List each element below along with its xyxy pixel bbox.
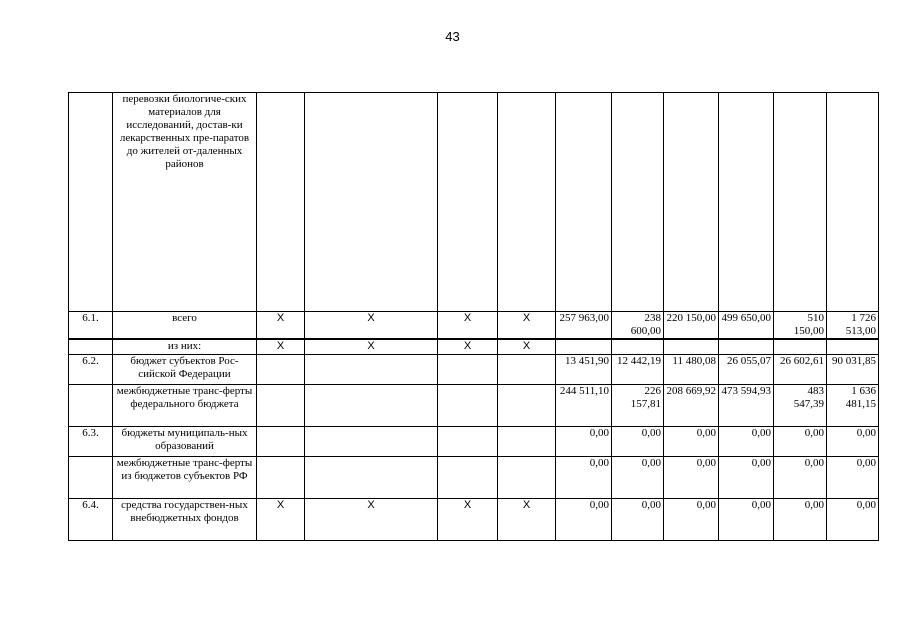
marker-cell xyxy=(257,385,305,427)
value-cell: 11 480,08 xyxy=(664,355,719,385)
value-cell: 0,00 xyxy=(827,427,879,457)
row-number: 6.1. xyxy=(69,312,113,340)
row-name: перевозки биологиче-ских материалов для исследований, достав-ки лекарственных пре-паратов до жителей от-даленных районов xyxy=(113,93,257,312)
value-cell xyxy=(612,339,664,355)
value-cell: 1 636 481,15 xyxy=(827,385,879,427)
value-cell: 244 511,10 xyxy=(556,385,612,427)
value-cell: 510 150,00 xyxy=(774,312,827,340)
value-cell: 499 650,00 xyxy=(719,312,774,340)
row-number xyxy=(69,93,113,312)
value-cell: 0,00 xyxy=(827,457,879,499)
marker-cell: X xyxy=(305,499,438,541)
marker-cell xyxy=(257,93,305,312)
value-cell: 0,00 xyxy=(556,427,612,457)
row-number: 6.3. xyxy=(69,427,113,457)
row-name: из них: xyxy=(113,339,257,355)
marker-cell: X xyxy=(498,499,556,541)
value-cell: 12 442,19 xyxy=(612,355,664,385)
row-name: межбюджетные транс-ферты федерального бюджета xyxy=(113,385,257,427)
marker-cell: X xyxy=(438,499,498,541)
marker-cell xyxy=(305,427,438,457)
row-name: всего xyxy=(113,312,257,340)
table-row xyxy=(69,339,879,355)
marker-cell xyxy=(305,457,438,499)
marker-cell: X xyxy=(257,339,305,355)
marker-cell xyxy=(257,355,305,385)
row-name: межбюджетные транс-ферты из бюджетов субъектов РФ xyxy=(113,457,257,499)
value-cell: 0,00 xyxy=(719,499,774,541)
row-number xyxy=(69,385,113,427)
marker-cell xyxy=(498,93,556,312)
value-cell: 26 602,61 xyxy=(774,355,827,385)
marker-cell xyxy=(498,427,556,457)
value-cell xyxy=(612,93,664,312)
table-row xyxy=(69,355,879,385)
row-number: 6.2. xyxy=(69,355,113,385)
value-cell: 26 055,07 xyxy=(719,355,774,385)
marker-cell: X xyxy=(438,312,498,340)
marker-cell xyxy=(498,355,556,385)
table-row xyxy=(69,427,879,457)
value-cell: 0,00 xyxy=(774,427,827,457)
value-cell xyxy=(556,93,612,312)
table-row xyxy=(69,457,879,499)
value-cell: 0,00 xyxy=(612,427,664,457)
value-cell: 0,00 xyxy=(664,457,719,499)
value-cell xyxy=(719,93,774,312)
value-cell xyxy=(719,339,774,355)
value-cell: 1 726 513,00 xyxy=(827,312,879,340)
marker-cell xyxy=(498,457,556,499)
marker-cell xyxy=(438,93,498,312)
marker-cell: X xyxy=(438,339,498,355)
table-row xyxy=(69,312,879,340)
value-cell: 0,00 xyxy=(556,457,612,499)
value-cell xyxy=(774,339,827,355)
marker-cell: X xyxy=(257,312,305,340)
value-cell: 90 031,85 xyxy=(827,355,879,385)
marker-cell xyxy=(305,93,438,312)
row-name: бюджет субъектов Рос-сийской Федерации xyxy=(113,355,257,385)
value-cell: 13 451,90 xyxy=(556,355,612,385)
marker-cell xyxy=(257,427,305,457)
row-number: 6.4. xyxy=(69,499,113,541)
value-cell: 208 669,92 xyxy=(664,385,719,427)
value-cell: 238 600,00 xyxy=(612,312,664,340)
marker-cell: X xyxy=(498,312,556,340)
marker-cell: X xyxy=(305,312,438,340)
value-cell: 0,00 xyxy=(664,427,719,457)
page-number: 43 xyxy=(445,29,460,44)
marker-cell xyxy=(305,385,438,427)
value-cell: 220 150,00 xyxy=(664,312,719,340)
value-cell: 0,00 xyxy=(827,499,879,541)
marker-cell xyxy=(438,457,498,499)
table-row xyxy=(69,93,879,312)
row-number xyxy=(69,457,113,499)
table-row xyxy=(69,385,879,427)
budget-table xyxy=(68,92,879,541)
value-cell xyxy=(774,93,827,312)
value-cell: 483 547,39 xyxy=(774,385,827,427)
marker-cell xyxy=(438,385,498,427)
marker-cell xyxy=(438,427,498,457)
row-number xyxy=(69,339,113,355)
value-cell: 0,00 xyxy=(612,499,664,541)
value-cell xyxy=(827,93,879,312)
marker-cell: X xyxy=(257,499,305,541)
marker-cell xyxy=(498,385,556,427)
value-cell xyxy=(827,339,879,355)
value-cell: 0,00 xyxy=(774,499,827,541)
row-name: бюджеты муниципаль-ных образований xyxy=(113,427,257,457)
value-cell xyxy=(664,339,719,355)
value-cell: 0,00 xyxy=(556,499,612,541)
marker-cell: X xyxy=(305,339,438,355)
value-cell: 0,00 xyxy=(719,427,774,457)
marker-cell xyxy=(438,355,498,385)
value-cell: 257 963,00 xyxy=(556,312,612,340)
row-name: средства государствен-ных внебюджетных фондов xyxy=(113,499,257,541)
value-cell: 0,00 xyxy=(719,457,774,499)
marker-cell xyxy=(257,457,305,499)
table-row xyxy=(69,499,879,541)
value-cell: 0,00 xyxy=(664,499,719,541)
marker-cell xyxy=(305,355,438,385)
value-cell: 226 157,81 xyxy=(612,385,664,427)
value-cell: 0,00 xyxy=(774,457,827,499)
marker-cell: X xyxy=(498,339,556,355)
value-cell xyxy=(556,339,612,355)
value-cell xyxy=(664,93,719,312)
value-cell: 473 594,93 xyxy=(719,385,774,427)
value-cell: 0,00 xyxy=(612,457,664,499)
